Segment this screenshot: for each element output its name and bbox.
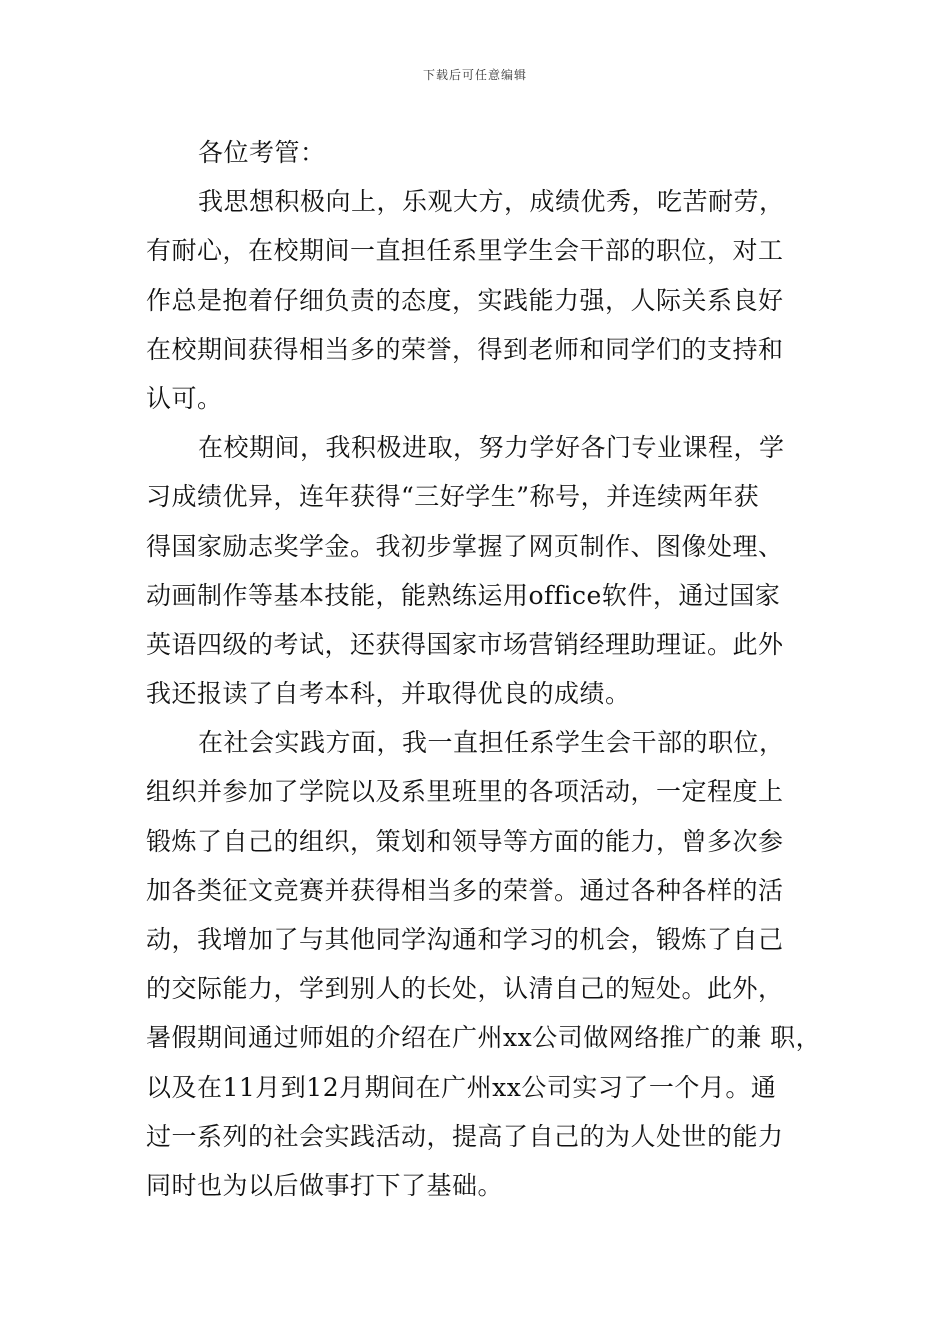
- paragraph-line: 过一系列的社会实践活动，提高了自己的为人处世的能力: [146, 1121, 784, 1151]
- paragraph-line: 在校期间，我积极进取，努力学好各门专业课程，学: [198, 433, 785, 463]
- paragraph-line: 我思想积极向上，乐观大方，成绩优秀，吃苦耐劳，: [198, 187, 785, 217]
- paragraph-line: 作总是抱着仔细负责的态度，实践能力强，人际关系良好: [146, 285, 784, 315]
- paragraph-line: 在社会实践方面，我一直担任系学生会干部的职位，: [198, 728, 785, 758]
- header-note: 下载后可任意编辑: [422, 68, 527, 82]
- paragraph-line: 动画制作等基本技能，能熟练运用office软件，通过国家: [146, 580, 781, 610]
- paragraph-3: [146, 718, 822, 1210]
- paragraph-line: 习成绩优异，连年获得“三好学生”称号，并连续两年获: [146, 482, 760, 512]
- paragraph-line: 锻炼了自己的组织，策划和领导等方面的能力，曾多次参: [146, 826, 784, 856]
- paragraph-line: 有耐心，在校期间一直担任系里学生会干部的职位，对工: [146, 236, 784, 266]
- paragraph-line: 英语四级的考试，还获得国家市场营销经理助理证。此外: [146, 629, 784, 659]
- paragraph-line: 认可。: [146, 383, 223, 413]
- paragraph-line: 加各类征文竞赛并获得相当多的荣誉。通过各种各样的活: [146, 875, 784, 905]
- paragraph-line: 暑假期间通过师姐的介绍在广州xx公司做网络推广的兼 职，: [146, 1023, 822, 1053]
- document-body: [146, 128, 822, 1210]
- paragraph-line: 的交际能力，学到别人的长处，认清自己的短处。此外，: [146, 974, 784, 1004]
- paragraph-line: 以及在11月到12月期间在广州xx公司实习了一个月。通: [146, 1072, 777, 1102]
- paragraph-line: 动，我增加了与其他同学沟通和学习的机会，锻炼了自己: [146, 925, 784, 954]
- paragraph-line: 我还报读了自考本科，并取得优良的成绩。: [146, 679, 631, 709]
- paragraph-line: 同时也为以后做事打下了基础。: [146, 1170, 504, 1200]
- paragraph-line: 得国家励志奖学金。我初步掌握了网页制作、图像处理、: [146, 531, 784, 561]
- paragraph-line: 组织并参加了学院以及系里班里的各项活动，一定程度上: [146, 777, 784, 807]
- paragraph-2: [146, 423, 814, 718]
- paragraph-1: [146, 177, 814, 423]
- paragraph-line: 在校期间获得相当多的荣誉，得到老师和同学们的支持和: [146, 334, 784, 364]
- salutation: 各位考管：: [198, 138, 326, 167]
